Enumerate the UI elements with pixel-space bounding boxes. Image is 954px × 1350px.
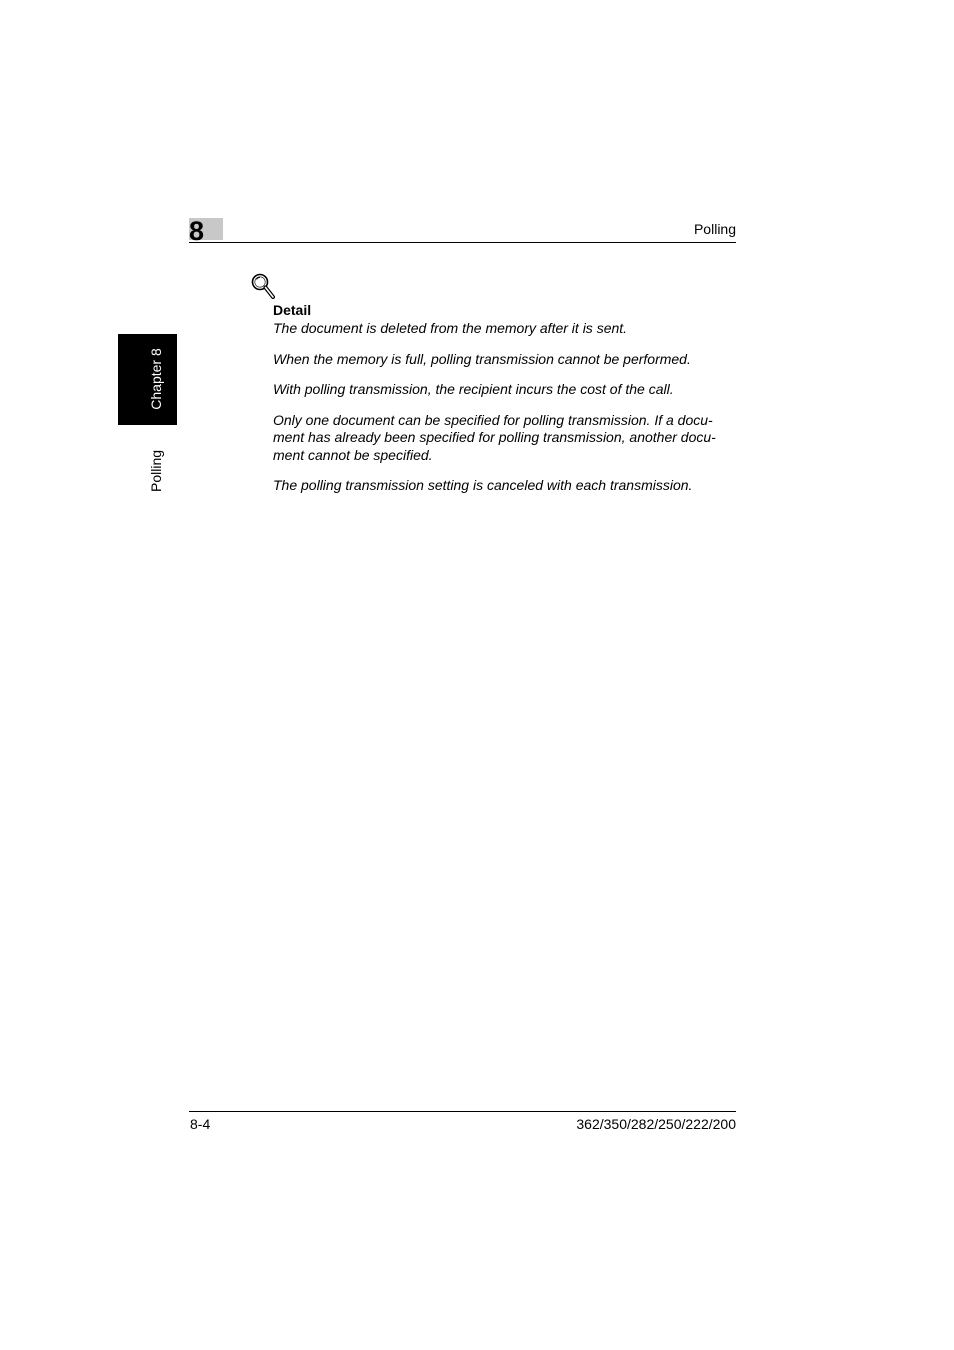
page-number: 8-4 <box>190 1116 211 1132</box>
detail-notes-list <box>273 320 737 508</box>
detail-note: With polling transmission, the recipient incurs the cost of the call. <box>273 381 674 397</box>
detail-note: When the memory is full, polling transmission cannot be performed. <box>273 350 691 367</box>
magnifier-icon <box>250 272 276 302</box>
side-chapter-label: Chapter 8 <box>148 348 164 410</box>
side-section-label: Polling <box>148 449 164 493</box>
header-rule <box>189 242 736 243</box>
detail-note: The polling transmission setting is canceled with each transmission. <box>273 477 693 493</box>
chapter-number: 8 <box>189 216 205 246</box>
detail-note: The document is deleted from the memory after it is sent. <box>273 320 628 336</box>
detail-heading: Detail <box>273 302 312 318</box>
running-header-title: Polling <box>693 221 736 237</box>
footer-rule <box>189 1111 736 1112</box>
detail-note: Only one document can be specified for polling transmission. If a docu-ment has already been specified for polling transmission, another docu-ment cannot be specified. <box>273 411 716 463</box>
model-numbers: 362/350/282/250/222/200 <box>576 1116 736 1132</box>
